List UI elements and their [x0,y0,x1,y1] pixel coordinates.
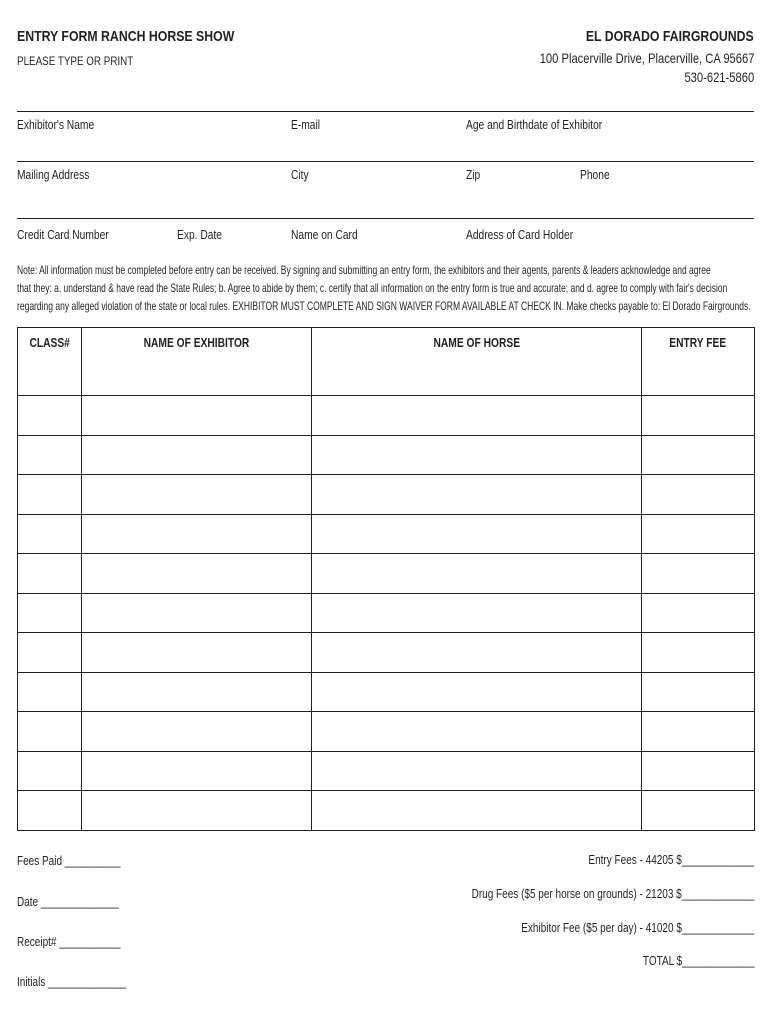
note-line: regarding any alleged violation of the state or local rules. EXHIBITOR MUST COMPLETE AND SIGN WAIVER FORM AVAILABLE AT CHECK IN. Make checks payable to: El Dorado Fairgrounds. [17,299,751,313]
table-row [18,751,755,791]
fees-paid-field[interactable]: Fees Paid __________ [17,854,121,868]
phone-field[interactable]: Phone [580,168,610,182]
horse-name-cell[interactable] [312,435,642,475]
entry-fee-cell[interactable] [642,554,755,594]
form-subtitle: PLEASE TYPE OR PRINT [17,54,134,68]
horse-name-cell[interactable] [312,593,642,633]
entries-table [17,327,755,831]
class-number-cell[interactable] [18,514,82,554]
class-number-cell[interactable] [18,475,82,515]
date-field[interactable]: Date ______________ [17,895,119,909]
exhibitor-name-cell[interactable] [82,791,312,831]
class-number-cell[interactable] [18,672,82,712]
email-field[interactable]: E-mail [291,118,321,132]
receipt-field[interactable]: Receipt# ___________ [17,935,121,949]
organization-name: EL DORADO FAIRGROUNDS [586,28,754,45]
exhibitor-name-cell[interactable] [82,554,312,594]
form-title: ENTRY FORM RANCH HORSE SHOW [17,28,235,45]
entry-fee-cell[interactable] [642,633,755,673]
exhibitor-name-cell[interactable] [82,396,312,436]
class-number-cell[interactable] [18,554,82,594]
drug-fees-field[interactable]: Drug Fees ($5 per horse on grounds) - 21203 $_____________ [471,887,754,901]
horse-name-cell[interactable] [312,475,642,515]
legal-note [17,261,754,315]
entry-fee-cell[interactable] [642,751,755,791]
exhibitor-name-cell[interactable] [82,672,312,712]
entry-fee-cell[interactable] [642,791,755,831]
horse-name-cell[interactable] [312,396,642,436]
entry-fee-cell[interactable] [642,672,755,712]
horse-name-cell[interactable] [312,712,642,752]
exhibitor-name-cell[interactable] [82,751,312,791]
class-number-cell[interactable] [18,435,82,475]
exhibitor-name-cell[interactable] [82,712,312,752]
exhibitor-name-header: NAME OF EXHIBITOR [82,328,312,396]
table-row [18,633,755,673]
horse-name-header: NAME OF HORSE [312,328,642,396]
horse-name-cell[interactable] [312,672,642,712]
organization-phone: 530-621-5860 [684,69,754,85]
note-line: that they: a. understand & have read the State Rules; b. Agree to abide by them; c. certify that all information on the entry form is true and accurate; and d. agree to comply with fair's decision [17,281,728,295]
note-line: Note: All information must be completed before entry can be received. By signing and submitting an entry form, the exhibitors and their agents, parents & leaders acknowledge and agree [17,263,711,277]
entry-fees-field[interactable]: Entry Fees - 44205 $_____________ [588,853,754,867]
exhibitor-name-field[interactable]: Exhibitor's Name [17,118,95,132]
exhibitor-name-cell[interactable] [82,435,312,475]
class-number-cell[interactable] [18,396,82,436]
table-row [18,672,755,712]
class-number-cell[interactable] [18,633,82,673]
name-on-card-field[interactable]: Name on Card [291,228,358,242]
entry-fee-cell[interactable] [642,514,755,554]
table-row [18,554,755,594]
divider [17,218,754,219]
mailing-address-field[interactable]: Mailing Address [17,168,90,182]
class-number-cell[interactable] [18,751,82,791]
table-row [18,514,755,554]
entry-fee-cell[interactable] [642,593,755,633]
card-holder-address-field[interactable]: Address of Card Holder [466,228,574,242]
table-row [18,712,755,752]
table-header-row [18,328,755,396]
table-row [18,435,755,475]
entry-fee-header: ENTRY FEE [642,328,755,396]
entry-fee-cell[interactable] [642,712,755,752]
exhibitor-name-cell[interactable] [82,514,312,554]
exhibitor-name-cell[interactable] [82,633,312,673]
exhibitor-name-cell[interactable] [82,475,312,515]
entry-fee-cell[interactable] [642,475,755,515]
horse-name-cell[interactable] [312,751,642,791]
divider [17,111,754,112]
horse-name-cell[interactable] [312,791,642,831]
exhibitor-fee-field[interactable]: Exhibitor Fee ($5 per day) - 41020 $_____________ [521,921,754,935]
zip-field[interactable]: Zip [466,168,481,182]
credit-card-field[interactable]: Credit Card Number [17,228,109,242]
horse-name-cell[interactable] [312,554,642,594]
table-row [18,593,755,633]
entry-fee-cell[interactable] [642,396,755,436]
table-row [18,791,755,831]
class-number-cell[interactable] [18,593,82,633]
exp-date-field[interactable]: Exp. Date [177,228,223,242]
class-number-cell[interactable] [18,712,82,752]
horse-name-cell[interactable] [312,633,642,673]
organization-address: 100 Placerville Drive, Placerville, CA 95667 [539,50,754,66]
class-number-header: CLASS# [18,328,82,396]
horse-name-cell[interactable] [312,514,642,554]
table-row [18,396,755,436]
initials-field[interactable]: Initials ______________ [17,975,126,989]
divider [17,161,754,162]
total-field[interactable]: TOTAL $_____________ [642,954,754,968]
exhibitor-name-cell[interactable] [82,593,312,633]
age-birthdate-field[interactable]: Age and Birthdate of Exhibitor [466,118,603,132]
city-field[interactable]: City [291,168,309,182]
class-number-cell[interactable] [18,791,82,831]
entry-fee-cell[interactable] [642,435,755,475]
table-row [18,475,755,515]
